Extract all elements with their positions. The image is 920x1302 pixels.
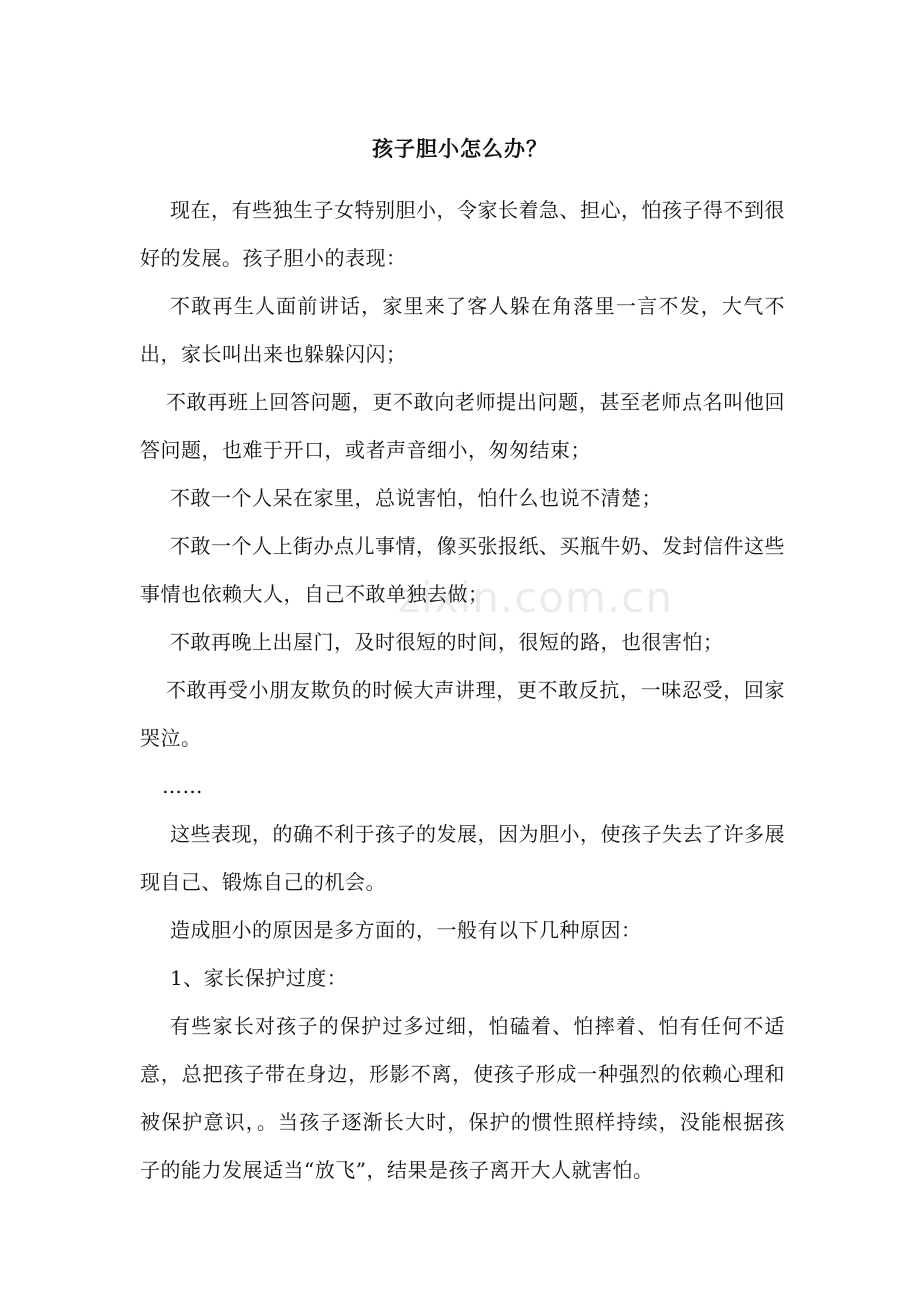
paragraph-overprotection: 有些家长对孩子的保护过多过细，怕磕着、怕摔着、怕有任何不适意，总把孩子带在身边，形影不离，使孩子形成一种强烈的依赖心理和被保护意识，。当孩子逐渐长大时，保护的惯性照样持续，没能根据孩子的能力发展适当“放飞”，结果是孩子离开大人就害怕。 [140, 1014, 785, 1182]
paragraph-intro: 现在，有些独生子女特别胆小，令家长着急、担心，怕孩子得不到很好的发展。孩子胆小的表现： [140, 198, 785, 270]
paragraph-alone-home: 不敢一个人呆在家里，总说害怕，怕什么也说不清楚； [170, 486, 662, 510]
paragraph-strangers: 不敢再生人面前讲话，家里来了客人躲在角落里一言不发，大气不出，家长叫出来也躲躲闪闪； [140, 294, 785, 366]
paragraph-bullied: 不敢再受小朋友欺负的时候大声讲理，更不敢反抗，一味忍受，回家哭泣。 [140, 678, 785, 750]
document-title: 孩子胆小怎么办？ [372, 136, 548, 161]
paragraph-causes: 造成胆小的原因是多方面的，一般有以下几种原因： [170, 918, 642, 942]
paragraph-ellipsis: …… [162, 774, 203, 798]
paragraph-night: 不敢再晚上出屋门，及时很短的时间，很短的路，也很害怕； [170, 630, 724, 654]
document-body [140, 186, 785, 1194]
paragraph-class: 不敢再班上回答问题，更不敢向老师提出问题，甚至老师点名叫他回答问题，也难于开口，或者声音细小，匆匆结束； [140, 390, 785, 462]
section-heading-overprotection: 1、家长保护过度： [170, 966, 348, 990]
paragraph-consequence: 这些表现，的确不利于孩子的发展，因为胆小，使孩子失去了许多展现自己、锻炼自己的机会。 [140, 822, 785, 894]
paragraph-errands: 不敢一个人上街办点儿事情，像买张报纸、买瓶牛奶、发封信件这些事情也依赖大人，自己不敢单独去做； [140, 534, 785, 606]
watermark-text: zixin.com.cn [398, 573, 673, 622]
